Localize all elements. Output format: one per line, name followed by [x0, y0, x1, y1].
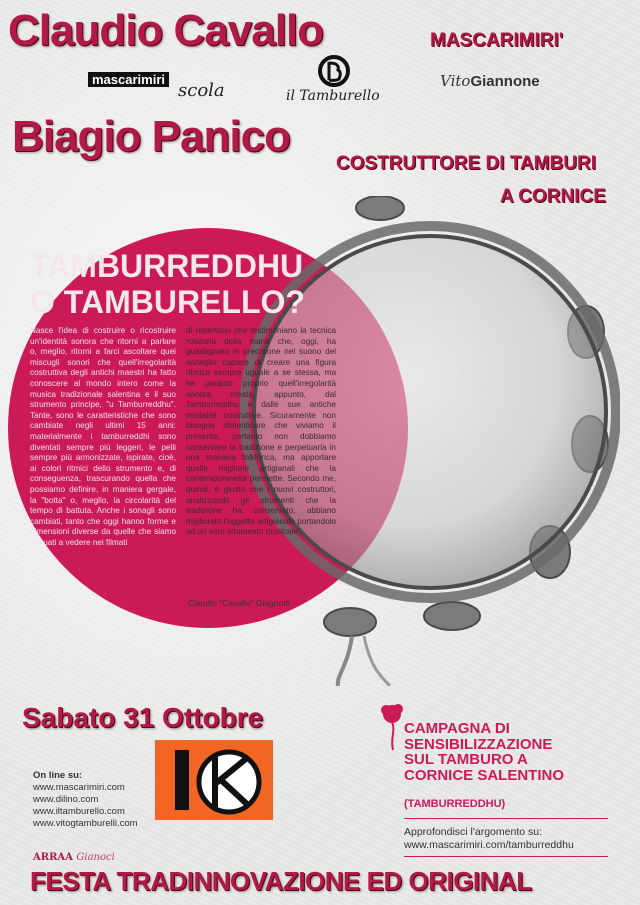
campaign-line-1: CAMPAGNA DI: [404, 720, 510, 737]
role-line-2: A CORNICE: [500, 186, 606, 207]
performer-name-2: Biagio Panico: [12, 112, 290, 161]
campaign-line-2: SENSIBILIZZAZIONE: [404, 735, 553, 753]
tamburello-mark-icon: [318, 54, 350, 88]
10k-logo-icon: [155, 740, 273, 820]
performer-name-1: Claudio Cavallo: [8, 6, 324, 55]
campaign-title: [404, 721, 564, 783]
online-link[interactable]: www.mascarimiri.com: [33, 782, 125, 793]
online-link[interactable]: www.dilino.com: [33, 794, 99, 805]
article-signature: Claudio "Cavallo" Giagnotti: [188, 598, 290, 608]
vito-name: Giannone: [470, 73, 540, 90]
campaign-subtitle: (TAMBURREDDHU): [404, 798, 506, 810]
article-column-2: di repertorio che testimoniano la tecnica rotatoria della mano che, oggi, ha guadagnato in precisione nel suono del sonaglio capace di creare una figura ritmica sempre uguale a se stessa, ma ha perduto proprio quell'irregolarità sonora creata, appunto, dal Tamburreddhu e dalle sue antiche modalità costruttive. Sicuramente non bisogna dimenticare che viviamo il presente, pertanto non dobbiamo conservare la tradizione e perpetuarla in una maniera folklorica, ma apportare quelle migliorie artigianali che la contemporaneità permette. Secondo me, quindi, è giusto che i nuovi costruttori, analizzando gli strumenti che la tradizione ha conservato, abbiano migliorato l'oggetto artigianale portandolo ad un vero strumento musicale.: [186, 326, 336, 537]
online-link[interactable]: www.vitogtamburelli.com: [33, 818, 138, 829]
article-column-1: Nasce l'idea di costruire o ricostruire un'identità sonora che ritorni a parlare o, meglio, ritorni a farci ascoltare quei miscugli sonori che quell'irregolarità costruttiva degli antichi maestri ha fatto conoscere al mondo intero come la musica tradizionale salentina e il suo strumento principe, "u Tamburreddhu". Tante, sono le caratteristiche che sono cambiate negli ultimi 15 anni: materialmente i tamburreddhi sono diventati sempre più leggeri, le pelli sempre più armonizzate, ispirate, cioè, ai colori ritmici dello strumento e, di conseguenza, trascurando quella che possiamo definire, in maniera gergale, la "botta" o, meglio, la circolarità del tempo di battuta. Anche i sonagli sono cambiati, tanto che oggi hanno forme e dimensioni diverse da quelle che siamo abituati a vedere nei filmati: [30, 326, 176, 547]
article-title-line-1: TAMBURREDDHU: [30, 248, 304, 284]
group-name: MASCARIMIRI': [430, 30, 564, 51]
arraa-logo: [33, 852, 115, 863]
more-label: Approfondisci l'argomento su:: [404, 826, 542, 838]
mascarimiri-logo: mascarimiri: [88, 72, 169, 87]
article-title-line-2: O TAMBURELLO?: [30, 284, 305, 320]
event-date: Sabato 31 Ottobre: [22, 702, 264, 733]
vito-giannone-logo: [440, 72, 540, 90]
vito-prefix: Vito: [440, 72, 471, 90]
role-line-1: COSTRUTTORE DI TAMBURI: [336, 153, 597, 174]
festa-title: FESTA TRADINNOVAZIONE ED ORIGINAL: [30, 866, 532, 896]
arraa-script: Gianoci: [76, 852, 115, 863]
online-link[interactable]: www.iltamburello.com: [33, 806, 125, 817]
arraa-text: ARRAA: [33, 852, 73, 863]
tamburello-logo: il Tamburello: [286, 88, 380, 104]
scola-logo: scola: [178, 80, 225, 101]
more-url[interactable]: www.mascarimiri.com/tamburreddhu: [404, 839, 574, 851]
divider: [404, 856, 608, 857]
online-heading: On line su:: [33, 770, 83, 781]
campaign-more: [404, 826, 574, 852]
online-links: [33, 770, 138, 830]
divider: [404, 818, 608, 819]
article-title: [30, 248, 305, 320]
campaign-line-4: CORNICE SALENTINO: [404, 766, 565, 784]
campaign-line-3: SUL TAMBURO A: [404, 751, 528, 768]
